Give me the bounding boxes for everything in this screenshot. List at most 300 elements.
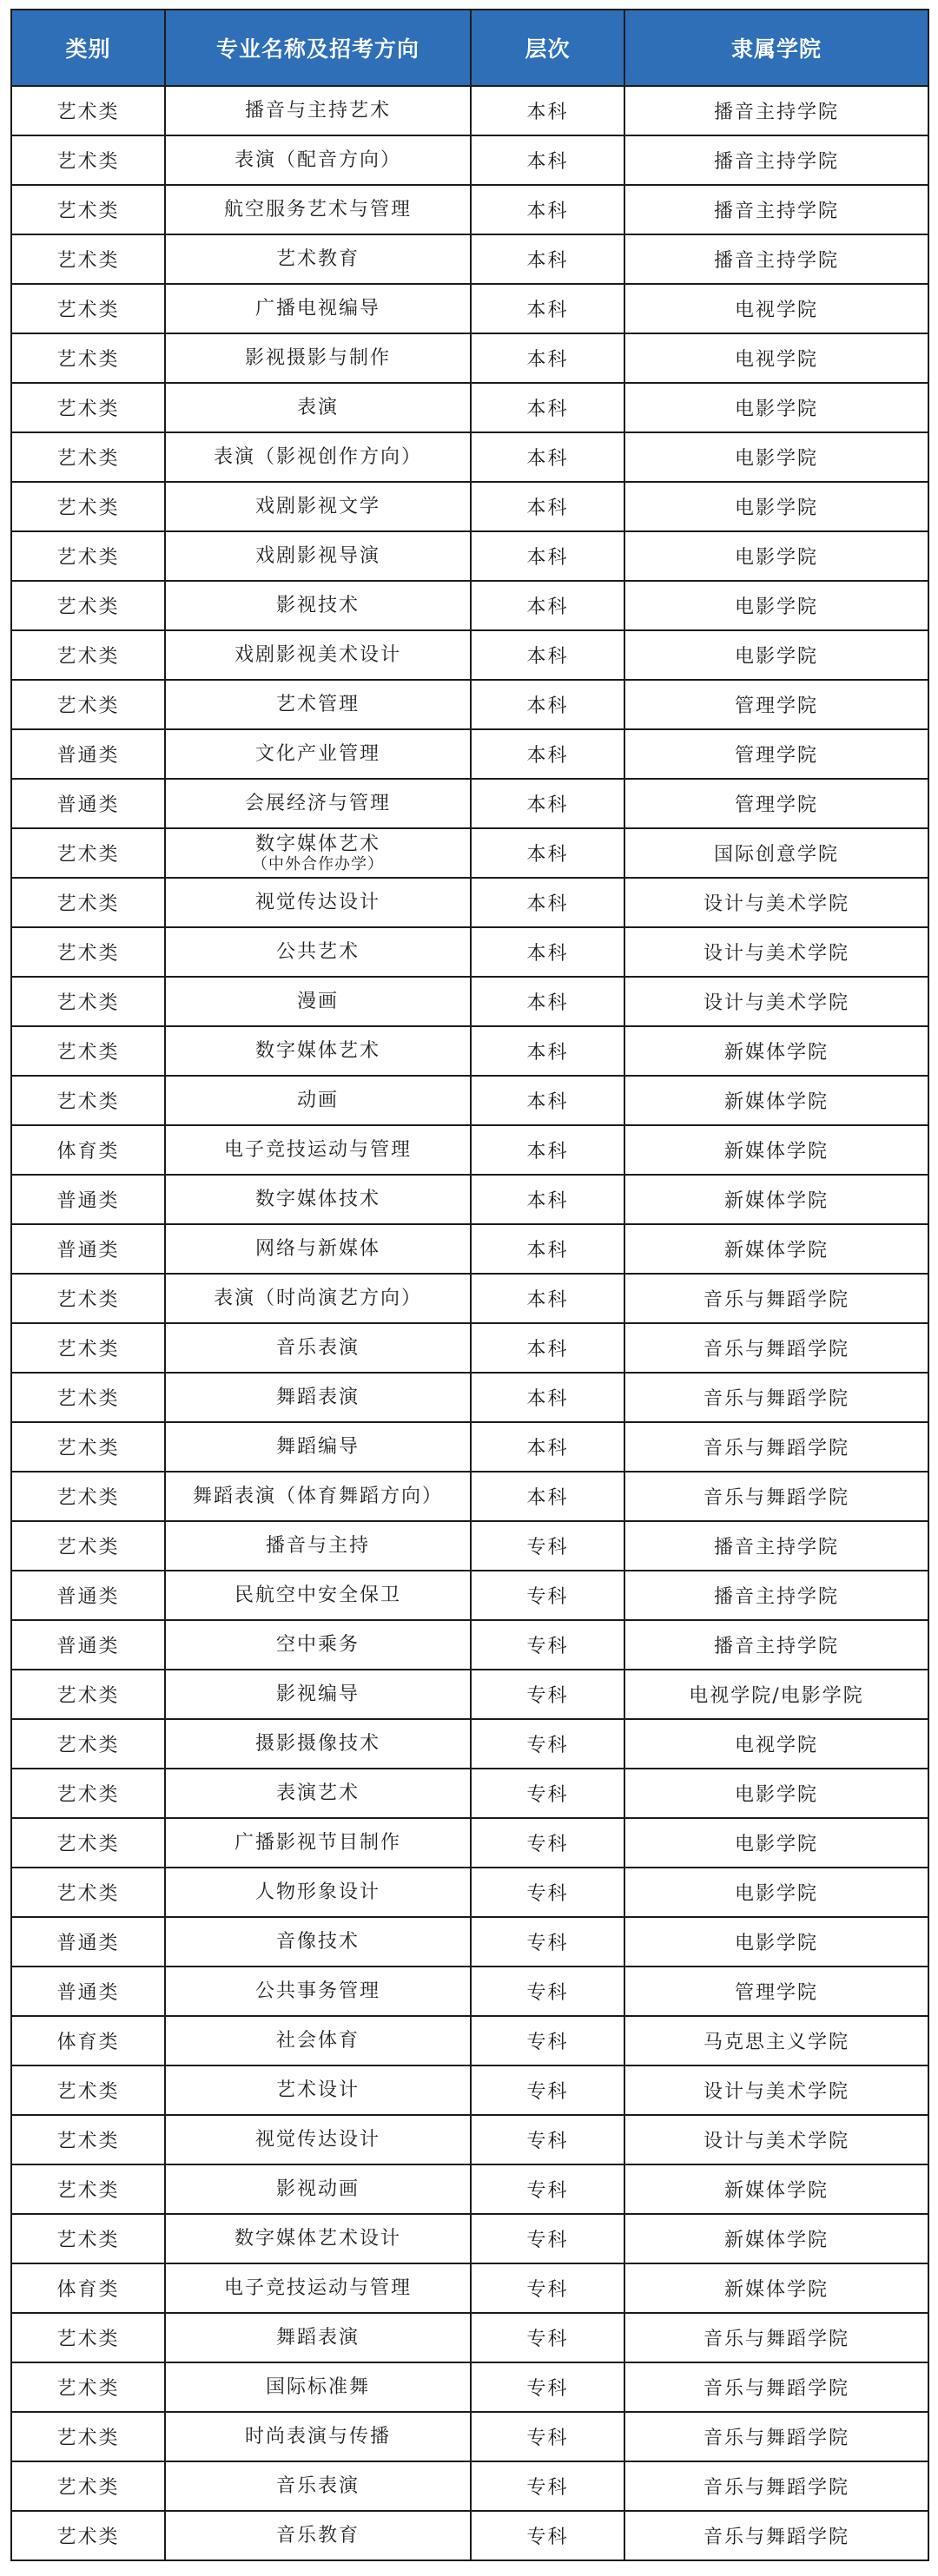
cell-category: 普通类 — [11, 729, 165, 779]
cell-level: 专科 — [471, 1917, 624, 1967]
cell-category: 艺术类 — [11, 482, 165, 531]
cell-level: 本科 — [471, 630, 624, 680]
cell-major — [165, 531, 471, 581]
cell-college: 管理学院 — [624, 779, 928, 828]
cell-level: 专科 — [471, 2115, 624, 2164]
cell-category: 普通类 — [11, 1620, 165, 1670]
cell-college: 电影学院 — [624, 1868, 928, 1917]
cell-major — [165, 2263, 471, 2313]
cell-college: 设计与美术学院 — [624, 977, 928, 1026]
cell-level: 本科 — [471, 1125, 624, 1175]
cell-college: 音乐与舞蹈学院 — [624, 1373, 928, 1422]
cell-category: 艺术类 — [11, 2115, 165, 2164]
cell-major — [165, 1224, 471, 1274]
table-row — [11, 779, 928, 828]
table-row — [11, 135, 928, 185]
header-college: 隶属学院 — [624, 10, 928, 86]
cell-major — [165, 581, 471, 630]
cell-category: 普通类 — [11, 1967, 165, 2016]
major-name: 电子竞技运动与管理 — [223, 2276, 412, 2299]
cell-level: 本科 — [471, 1422, 624, 1472]
major-name: 摄影摄像技术 — [254, 1732, 380, 1755]
table-row — [11, 977, 928, 1026]
table-row — [11, 1026, 928, 1076]
cell-level: 本科 — [471, 581, 624, 630]
table-row — [11, 1323, 928, 1373]
cell-college: 电影学院 — [624, 482, 928, 531]
major-name: 艺术教育 — [275, 247, 360, 270]
cell-college: 音乐与舞蹈学院 — [624, 1422, 928, 1472]
table-row — [11, 482, 928, 531]
cell-college: 管理学院 — [624, 680, 928, 729]
cell-major — [165, 977, 471, 1026]
major-name: 戏剧影视美术设计 — [234, 643, 401, 666]
major-name: 戏剧影视文学 — [254, 495, 380, 517]
cell-level: 本科 — [471, 977, 624, 1026]
table-row — [11, 1274, 928, 1323]
cell-college: 播音主持学院 — [624, 1521, 928, 1571]
cell-college: 音乐与舞蹈学院 — [624, 2461, 928, 2511]
table-row — [11, 1224, 928, 1274]
cell-major — [165, 2313, 471, 2362]
header-major: 专业名称及招考方向 — [165, 10, 471, 86]
cell-major — [165, 1670, 471, 1719]
cell-category: 艺术类 — [11, 1769, 165, 1818]
cell-level: 本科 — [471, 828, 624, 878]
cell-major — [165, 729, 471, 779]
cell-college: 播音主持学院 — [624, 135, 928, 185]
cell-major — [165, 1125, 471, 1175]
major-name: 艺术管理 — [275, 693, 360, 715]
major-name: 数字媒体技术 — [254, 1188, 380, 1210]
major-name: 文化产业管理 — [254, 742, 380, 765]
major-name: 表演（时尚演艺方向） — [213, 1287, 422, 1309]
cell-level: 本科 — [471, 234, 624, 284]
cell-major — [165, 482, 471, 531]
cell-category: 艺术类 — [11, 86, 165, 135]
table-row — [11, 927, 928, 977]
table-row — [11, 1620, 928, 1670]
cell-college: 新媒体学院 — [624, 1125, 928, 1175]
cell-college: 新媒体学院 — [624, 2263, 928, 2313]
table-row — [11, 1670, 928, 1719]
cell-category: 艺术类 — [11, 1323, 165, 1373]
cell-college: 音乐与舞蹈学院 — [624, 2313, 928, 2362]
major-name: 数字媒体艺术设计 — [234, 2227, 401, 2250]
cell-category: 艺术类 — [11, 630, 165, 680]
cell-category: 体育类 — [11, 2016, 165, 2065]
cell-category: 艺术类 — [11, 1521, 165, 1571]
cell-major — [165, 878, 471, 927]
table-row — [11, 86, 928, 135]
table-row — [11, 432, 928, 482]
major-name: 戏剧影视导演 — [254, 544, 380, 567]
cell-category: 体育类 — [11, 2263, 165, 2313]
major-name: 影视动画 — [275, 2177, 360, 2200]
cell-level: 专科 — [471, 2214, 624, 2263]
cell-college: 新媒体学院 — [624, 1224, 928, 1274]
cell-category: 艺术类 — [11, 1670, 165, 1719]
cell-level: 本科 — [471, 1373, 624, 1422]
table-row — [11, 1917, 928, 1967]
cell-college: 新媒体学院 — [624, 1175, 928, 1224]
cell-college: 新媒体学院 — [624, 2214, 928, 2263]
major-name: 时尚表演与传播 — [244, 2425, 391, 2448]
cell-college: 设计与美术学院 — [624, 2065, 928, 2115]
table-row — [11, 1175, 928, 1224]
cell-level: 专科 — [471, 1818, 624, 1868]
cell-college: 新媒体学院 — [624, 1076, 928, 1125]
cell-college: 设计与美术学院 — [624, 927, 928, 977]
cell-major — [165, 333, 471, 383]
table-row — [11, 1472, 928, 1521]
cell-level: 本科 — [471, 383, 624, 432]
cell-level: 专科 — [471, 2412, 624, 2461]
table-row — [11, 234, 928, 284]
cell-level: 本科 — [471, 1175, 624, 1224]
cell-level: 专科 — [471, 1521, 624, 1571]
major-name: 音像技术 — [275, 1930, 360, 1953]
cell-major — [165, 1571, 471, 1620]
cell-level: 本科 — [471, 185, 624, 234]
cell-major — [165, 1917, 471, 1967]
cell-category: 艺术类 — [11, 383, 165, 432]
cell-category: 艺术类 — [11, 2412, 165, 2461]
cell-college: 播音主持学院 — [624, 234, 928, 284]
cell-level: 本科 — [471, 531, 624, 581]
cell-category: 艺术类 — [11, 1719, 165, 1769]
cell-category: 艺术类 — [11, 1472, 165, 1521]
table-row — [11, 2115, 928, 2164]
cell-major — [165, 2412, 471, 2461]
cell-college: 电影学院 — [624, 531, 928, 581]
table-row — [11, 1868, 928, 1917]
cell-major — [165, 1076, 471, 1125]
major-name: 音乐表演 — [275, 2474, 360, 2497]
cell-major — [165, 680, 471, 729]
major-name: 国际标准舞 — [265, 2375, 370, 2398]
cell-level: 专科 — [471, 2263, 624, 2313]
cell-major — [165, 927, 471, 977]
cell-major — [165, 2511, 471, 2560]
cell-category: 艺术类 — [11, 2461, 165, 2511]
table-row — [11, 383, 928, 432]
cell-major — [165, 1868, 471, 1917]
cell-level: 专科 — [471, 2461, 624, 2511]
table-row — [11, 185, 928, 234]
table-row — [11, 2313, 928, 2362]
major-name: 表演（影视创作方向） — [213, 445, 422, 468]
table-row — [11, 1373, 928, 1422]
majors-table — [10, 9, 929, 2561]
cell-major — [165, 2016, 471, 2065]
major-name: 网络与新媒体 — [254, 1237, 380, 1260]
cell-category: 普通类 — [11, 1571, 165, 1620]
cell-level: 本科 — [471, 1076, 624, 1125]
table-row — [11, 630, 928, 680]
table-row — [11, 1422, 928, 1472]
table-row — [11, 729, 928, 779]
table-row — [11, 1571, 928, 1620]
cell-major — [165, 2164, 471, 2214]
cell-college: 电视学院 — [624, 1719, 928, 1769]
cell-major — [165, 383, 471, 432]
cell-major — [165, 2065, 471, 2115]
cell-level: 专科 — [471, 1670, 624, 1719]
major-name: 航空服务艺术与管理 — [223, 198, 412, 221]
cell-level: 本科 — [471, 135, 624, 185]
cell-level: 专科 — [471, 2016, 624, 2065]
cell-category: 艺术类 — [11, 680, 165, 729]
cell-category: 艺术类 — [11, 135, 165, 185]
cell-level: 专科 — [471, 1769, 624, 1818]
cell-level: 专科 — [471, 1719, 624, 1769]
header-level: 层次 — [471, 10, 624, 86]
major-name: 视觉传达设计 — [254, 891, 380, 913]
cell-category: 艺术类 — [11, 581, 165, 630]
table-row — [11, 1818, 928, 1868]
table-row — [11, 2016, 928, 2065]
cell-category: 普通类 — [11, 1224, 165, 1274]
cell-major — [165, 1026, 471, 1076]
major-name: 广播电视编导 — [254, 297, 380, 320]
cell-major — [165, 432, 471, 482]
cell-major — [165, 1521, 471, 1571]
major-name: 会展经济与管理 — [244, 792, 391, 814]
major-name: 舞蹈表演（体育舞蹈方向） — [192, 1485, 443, 1507]
cell-category: 艺术类 — [11, 2065, 165, 2115]
cell-level: 本科 — [471, 482, 624, 531]
cell-college: 设计与美术学院 — [624, 878, 928, 927]
cell-college: 电影学院 — [624, 1769, 928, 1818]
cell-level: 本科 — [471, 729, 624, 779]
cell-category: 艺术类 — [11, 2313, 165, 2362]
major-name: 公共事务管理 — [254, 1980, 380, 2002]
cell-level: 专科 — [471, 1620, 624, 1670]
cell-level: 本科 — [471, 1274, 624, 1323]
cell-college: 电影学院 — [624, 1818, 928, 1868]
major-name: 空中乘务 — [275, 1633, 360, 1656]
cell-major — [165, 2115, 471, 2164]
cell-level: 本科 — [471, 779, 624, 828]
major-name: 播音与主持 — [265, 1534, 370, 1557]
cell-category: 艺术类 — [11, 2511, 165, 2560]
table-row — [11, 2164, 928, 2214]
table-row — [11, 1076, 928, 1125]
major-name: 广播影视节目制作 — [234, 1831, 401, 1854]
cell-major — [165, 1769, 471, 1818]
table-row — [11, 284, 928, 333]
cell-category: 艺术类 — [11, 1868, 165, 1917]
cell-category: 体育类 — [11, 1125, 165, 1175]
cell-college: 电视学院 — [624, 333, 928, 383]
table-row — [11, 2065, 928, 2115]
cell-category: 艺术类 — [11, 284, 165, 333]
cell-category: 普通类 — [11, 1175, 165, 1224]
major-name: 数字媒体艺术 — [254, 833, 380, 855]
cell-category: 艺术类 — [11, 333, 165, 383]
major-name: 表演艺术 — [275, 1782, 360, 1804]
table-row — [11, 1719, 928, 1769]
cell-level: 专科 — [471, 1571, 624, 1620]
major-name: 表演（配音方向） — [234, 148, 401, 171]
table-row — [11, 531, 928, 581]
cell-level: 本科 — [471, 432, 624, 482]
major-name: 影视摄影与制作 — [244, 346, 391, 369]
cell-level: 专科 — [471, 2065, 624, 2115]
cell-major — [165, 1175, 471, 1224]
cell-major — [165, 779, 471, 828]
cell-major — [165, 1818, 471, 1868]
cell-category: 艺术类 — [11, 1026, 165, 1076]
cell-category: 普通类 — [11, 779, 165, 828]
cell-level: 专科 — [471, 1868, 624, 1917]
cell-college: 音乐与舞蹈学院 — [624, 1472, 928, 1521]
major-name: 表演 — [296, 396, 339, 418]
major-name: 社会体育 — [275, 2029, 360, 2052]
cell-category: 艺术类 — [11, 432, 165, 482]
cell-category: 艺术类 — [11, 927, 165, 977]
cell-category: 艺术类 — [11, 1076, 165, 1125]
major-name: 动画 — [296, 1089, 339, 1111]
cell-college: 播音主持学院 — [624, 1571, 928, 1620]
header-category: 类别 — [11, 10, 165, 86]
cell-college: 管理学院 — [624, 729, 928, 779]
cell-level: 本科 — [471, 284, 624, 333]
cell-college: 音乐与舞蹈学院 — [624, 1323, 928, 1373]
cell-level: 专科 — [471, 2362, 624, 2412]
cell-major — [165, 1967, 471, 2016]
cell-category: 艺术类 — [11, 1373, 165, 1422]
cell-level: 本科 — [471, 680, 624, 729]
table-row — [11, 581, 928, 630]
major-name: 影视技术 — [275, 594, 360, 616]
cell-college: 电影学院 — [624, 1917, 928, 1967]
cell-major — [165, 2214, 471, 2263]
major-name: 音乐教育 — [275, 2524, 360, 2546]
cell-category: 艺术类 — [11, 1422, 165, 1472]
table-row — [11, 878, 928, 927]
cell-major — [165, 284, 471, 333]
cell-college: 新媒体学院 — [624, 2164, 928, 2214]
table-row — [11, 828, 928, 878]
major-name: 视觉传达设计 — [254, 2128, 380, 2151]
cell-major — [165, 1323, 471, 1373]
cell-college: 电影学院 — [624, 432, 928, 482]
cell-level: 专科 — [471, 2313, 624, 2362]
table-row — [11, 680, 928, 729]
table-row — [11, 2511, 928, 2560]
cell-college: 电视学院 — [624, 284, 928, 333]
cell-college: 音乐与舞蹈学院 — [624, 2412, 928, 2461]
cell-major — [165, 630, 471, 680]
major-name: 舞蹈编导 — [275, 1435, 360, 1458]
table-row — [11, 1125, 928, 1175]
major-name: 舞蹈表演 — [275, 2326, 360, 2349]
cell-college: 国际创意学院 — [624, 828, 928, 878]
table-row — [11, 2412, 928, 2461]
cell-college: 播音主持学院 — [624, 1620, 928, 1670]
major-name: 播音与主持艺术 — [244, 99, 391, 122]
table-header — [11, 10, 928, 86]
cell-category: 艺术类 — [11, 1818, 165, 1868]
cell-category: 普通类 — [11, 1917, 165, 1967]
major-name: 漫画 — [296, 990, 339, 1012]
header-row — [11, 10, 928, 86]
cell-college: 马克思主义学院 — [624, 2016, 928, 2065]
table-row — [11, 1769, 928, 1818]
cell-major — [165, 1373, 471, 1422]
cell-major — [165, 86, 471, 135]
cell-major — [165, 1620, 471, 1670]
cell-category: 艺术类 — [11, 185, 165, 234]
cell-major — [165, 234, 471, 284]
cell-category: 艺术类 — [11, 1274, 165, 1323]
cell-category: 艺术类 — [11, 977, 165, 1026]
table-row — [11, 2461, 928, 2511]
table-row — [11, 2263, 928, 2313]
major-name: 民航空中安全保卫 — [234, 1584, 401, 1606]
major-note: （中外合作办学） — [252, 854, 384, 873]
cell-level: 专科 — [471, 1967, 624, 2016]
cell-major — [165, 2461, 471, 2511]
cell-college: 音乐与舞蹈学院 — [624, 1274, 928, 1323]
cell-level: 本科 — [471, 1323, 624, 1373]
cell-college: 音乐与舞蹈学院 — [624, 2362, 928, 2412]
cell-level: 本科 — [471, 86, 624, 135]
table-body — [11, 86, 928, 2560]
table-row — [11, 2362, 928, 2412]
cell-college: 播音主持学院 — [624, 185, 928, 234]
cell-college: 电视学院/电影学院 — [624, 1670, 928, 1719]
major-name: 公共艺术 — [275, 940, 360, 963]
cell-category: 艺术类 — [11, 878, 165, 927]
major-name: 数字媒体艺术 — [254, 1039, 380, 1062]
cell-major — [165, 1472, 471, 1521]
cell-level: 本科 — [471, 1224, 624, 1274]
cell-college: 管理学院 — [624, 1967, 928, 2016]
cell-category: 艺术类 — [11, 234, 165, 284]
cell-level: 专科 — [471, 2511, 624, 2560]
cell-college: 电影学院 — [624, 383, 928, 432]
cell-category: 艺术类 — [11, 2214, 165, 2263]
cell-level: 专科 — [471, 2164, 624, 2214]
cell-level: 本科 — [471, 1472, 624, 1521]
cell-major — [165, 185, 471, 234]
cell-major — [165, 1422, 471, 1472]
cell-major — [165, 2362, 471, 2412]
cell-category: 艺术类 — [11, 531, 165, 581]
cell-major — [165, 1719, 471, 1769]
major-name: 音乐表演 — [275, 1336, 360, 1359]
major-name: 影视编导 — [275, 1683, 360, 1705]
cell-college: 电影学院 — [624, 630, 928, 680]
cell-category: 艺术类 — [11, 2164, 165, 2214]
major-name: 人物形象设计 — [254, 1881, 380, 1903]
table-row — [11, 2214, 928, 2263]
table-row — [11, 1967, 928, 2016]
cell-college: 电影学院 — [624, 581, 928, 630]
major-name: 电子竞技运动与管理 — [223, 1138, 412, 1161]
cell-college: 设计与美术学院 — [624, 2115, 928, 2164]
cell-level: 本科 — [471, 333, 624, 383]
table-row — [11, 1521, 928, 1571]
cell-major — [165, 1274, 471, 1323]
cell-major — [165, 828, 471, 878]
major-name: 舞蹈表演 — [275, 1386, 360, 1408]
cell-category: 艺术类 — [11, 2362, 165, 2412]
cell-major — [165, 135, 471, 185]
